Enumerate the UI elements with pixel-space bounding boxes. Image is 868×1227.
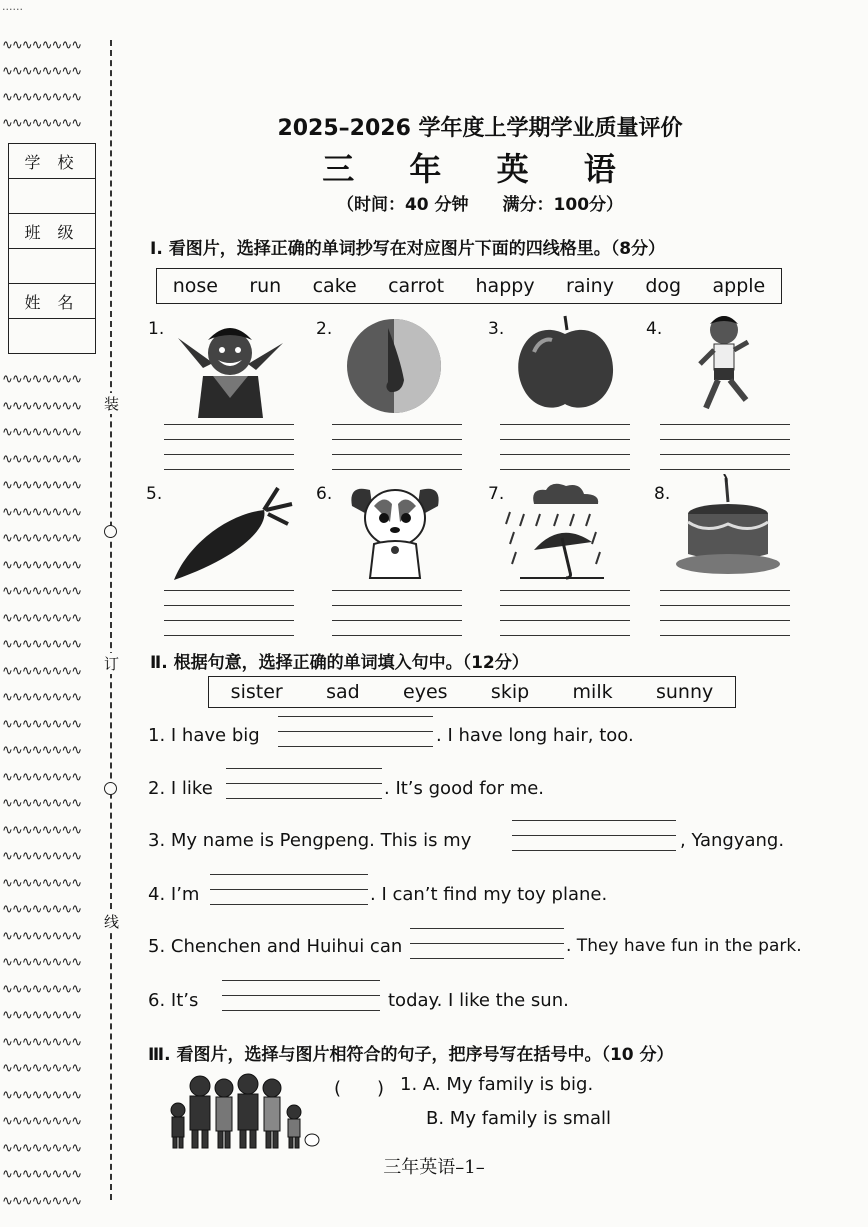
word-bank-item: milk xyxy=(572,681,613,703)
exam-meta: （时间：40 分钟 满分：100分） xyxy=(336,195,624,215)
question-4-text: 4. I’m xyxy=(148,884,200,905)
decorative-wave: ∿∿∿∿∿∿∿∿ xyxy=(2,637,82,652)
question-4-blank[interactable] xyxy=(210,874,368,920)
decorative-wave: ∿∿∿∿∿∿∿∿ xyxy=(2,531,82,546)
decorative-wave: ∿∿∿∿∿∿∿∿ xyxy=(2,690,82,705)
running-boy-icon xyxy=(696,312,752,416)
item-number: 3. xyxy=(488,319,505,339)
question-5-text: 5. Chenchen and Huihui can xyxy=(148,936,403,957)
decorative-wave: ∿∿∿∿∿∿∿∿ xyxy=(2,611,82,626)
word-bank-item: apple xyxy=(712,275,766,297)
class-field[interactable] xyxy=(9,249,95,284)
answer-bracket[interactable]: ( ) xyxy=(334,1078,385,1099)
binding-char-ding: 订 xyxy=(104,655,120,673)
section2-word-bank xyxy=(208,676,736,708)
decorative-wave: ∿∿∿∿∿∿∿∿ xyxy=(2,558,82,573)
nose-icon xyxy=(344,318,444,414)
question-3-text: 3. My name is Pengpeng. This is my xyxy=(148,830,472,851)
word-bank-item: run xyxy=(249,275,282,297)
answer-grid[interactable] xyxy=(500,590,630,636)
item-number: 1. xyxy=(148,319,165,339)
decorative-wave: ∿∿∿∿∿∿∿∿ xyxy=(2,1167,82,1182)
page-footer: 三年英语–1– xyxy=(383,1157,485,1178)
question-1-text: 1. I have big xyxy=(148,725,260,746)
section1-word-bank xyxy=(156,268,782,304)
exam-title: 2025–2026 学年度上学期学业质量评价 xyxy=(277,116,683,141)
school-label: 学 校 xyxy=(9,144,95,179)
question-5-text-end: . They have fun in the park. xyxy=(566,936,802,956)
decorative-wave: ∿∿∿∿∿∿∿∿ xyxy=(2,1008,82,1023)
header-fragment: ...... xyxy=(2,0,23,13)
word-bank-item: sunny xyxy=(655,681,714,703)
word-bank-item: sister xyxy=(230,681,283,703)
decorative-wave: ∿∿∿∿∿∿∿∿ xyxy=(2,929,82,944)
answer-grid[interactable] xyxy=(164,424,294,470)
happy-boy-icon xyxy=(168,318,293,418)
decorative-wave: ∿∿∿∿∿∿∿∿ xyxy=(2,64,82,79)
decorative-wave: ∿∿∿∿∿∿∿∿ xyxy=(2,1194,82,1209)
answer-grid[interactable] xyxy=(164,590,294,636)
name-field[interactable] xyxy=(9,319,95,353)
word-bank-item: rainy xyxy=(565,275,614,297)
cake-icon xyxy=(676,474,780,576)
section3-heading: Ⅲ. 看图片，选择与图片相符合的句子，把序号写在括号中。（10 分） xyxy=(148,1045,674,1065)
decorative-wave: ∿∿∿∿∿∿∿∿ xyxy=(2,452,82,467)
decorative-wave: ∿∿∿∿∿∿∿∿ xyxy=(2,1061,82,1076)
answer-grid[interactable] xyxy=(500,424,630,470)
word-bank-item: sad xyxy=(326,681,360,703)
question-4-text-end: . I can’t find my toy plane. xyxy=(370,884,608,905)
decorative-wave: ∿∿∿∿∿∿∿∿ xyxy=(2,770,82,785)
class-label: 班 级 xyxy=(9,214,95,249)
question-2-text: 2. I like xyxy=(148,778,213,799)
section2-heading: Ⅱ. 根据句意，选择正确的单词填入句中。（12分） xyxy=(150,653,529,673)
item-number: 7. xyxy=(488,484,505,504)
word-bank-item: carrot xyxy=(388,275,445,297)
word-bank-item: skip xyxy=(490,681,530,703)
item-number: 8. xyxy=(654,484,671,504)
section1-heading: Ⅰ. 看图片，选择正确的单词抄写在对应图片下面的四线格里。（8分） xyxy=(150,239,666,259)
decorative-wave: ∿∿∿∿∿∿∿∿ xyxy=(2,505,82,520)
family-group-icon xyxy=(162,1072,322,1150)
binding-char-zhuang: 装 xyxy=(104,395,120,413)
option-a: 1. A. My family is big. xyxy=(400,1074,594,1095)
decorative-wave: ∿∿∿∿∿∿∿∿ xyxy=(2,849,82,864)
decorative-wave: ∿∿∿∿∿∿∿∿ xyxy=(2,584,82,599)
question-6-text: 6. It’s xyxy=(148,990,199,1011)
question-3-blank[interactable] xyxy=(512,820,676,866)
binding-hole xyxy=(104,782,117,795)
question-3-text-end: , Yangyang. xyxy=(680,830,785,851)
word-bank-item: eyes xyxy=(403,681,448,703)
word-bank-item: cake xyxy=(312,275,357,297)
decorative-wave: ∿∿∿∿∿∿∿∿ xyxy=(2,399,82,414)
rain-umbrella-icon xyxy=(500,480,612,582)
decorative-wave: ∿∿∿∿∿∿∿∿ xyxy=(2,717,82,732)
decorative-wave: ∿∿∿∿∿∿∿∿ xyxy=(2,1088,82,1103)
item-number: 5. xyxy=(146,484,163,504)
decorative-wave: ∿∿∿∿∿∿∿∿ xyxy=(2,1141,82,1156)
decorative-wave: ∿∿∿∿∿∿∿∿ xyxy=(2,982,82,997)
decorative-wave: ∿∿∿∿∿∿∿∿ xyxy=(2,743,82,758)
name-label: 姓 名 xyxy=(9,284,95,319)
decorative-wave: ∿∿∿∿∿∿∿∿ xyxy=(2,38,82,53)
decorative-wave: ∿∿∿∿∿∿∿∿ xyxy=(2,823,82,838)
decorative-wave: ∿∿∿∿∿∿∿∿ xyxy=(2,664,82,679)
question-2-text-end: . It’s good for me. xyxy=(384,778,545,799)
decorative-wave: ∿∿∿∿∿∿∿∿ xyxy=(2,955,82,970)
answer-grid[interactable] xyxy=(660,590,790,636)
question-1-text-end: . I have long hair, too. xyxy=(436,725,634,746)
option-b: B. My family is small xyxy=(426,1108,612,1129)
decorative-wave: ∿∿∿∿∿∿∿∿ xyxy=(2,1035,82,1050)
word-bank-item: dog xyxy=(645,275,682,297)
answer-grid[interactable] xyxy=(332,424,462,470)
binding-char-xian: 线 xyxy=(104,913,120,931)
question-6-text-end: today. I like the sun. xyxy=(388,990,569,1011)
answer-grid[interactable] xyxy=(660,424,790,470)
item-number: 2. xyxy=(316,319,333,339)
question-6-blank[interactable] xyxy=(222,980,380,1026)
decorative-wave: ∿∿∿∿∿∿∿∿ xyxy=(2,372,82,387)
decorative-wave: ∿∿∿∿∿∿∿∿ xyxy=(2,425,82,440)
answer-grid[interactable] xyxy=(332,590,462,636)
word-bank-item: happy xyxy=(475,275,535,297)
decorative-wave: ∿∿∿∿∿∿∿∿ xyxy=(2,876,82,891)
decorative-wave: ∿∿∿∿∿∿∿∿ xyxy=(2,796,82,811)
question-2-blank[interactable] xyxy=(226,768,382,814)
word-bank-item: nose xyxy=(172,275,218,297)
decorative-wave: ∿∿∿∿∿∿∿∿ xyxy=(2,1114,82,1129)
carrot-icon xyxy=(168,484,296,584)
decorative-wave: ∿∿∿∿∿∿∿∿ xyxy=(2,116,82,131)
item-number: 6. xyxy=(316,484,333,504)
binding-hole xyxy=(104,525,117,538)
decorative-wave: ∿∿∿∿∿∿∿∿ xyxy=(2,478,82,493)
question-5-blank[interactable] xyxy=(410,928,564,974)
question-1-blank[interactable] xyxy=(278,716,433,762)
apple-icon xyxy=(512,312,618,414)
decorative-wave: ∿∿∿∿∿∿∿∿ xyxy=(2,902,82,917)
item-number: 4. xyxy=(646,319,663,339)
exam-subject: 三 年 英 语 xyxy=(322,150,638,188)
decorative-wave: ∿∿∿∿∿∿∿∿ xyxy=(2,90,82,105)
puppy-icon xyxy=(344,478,446,584)
